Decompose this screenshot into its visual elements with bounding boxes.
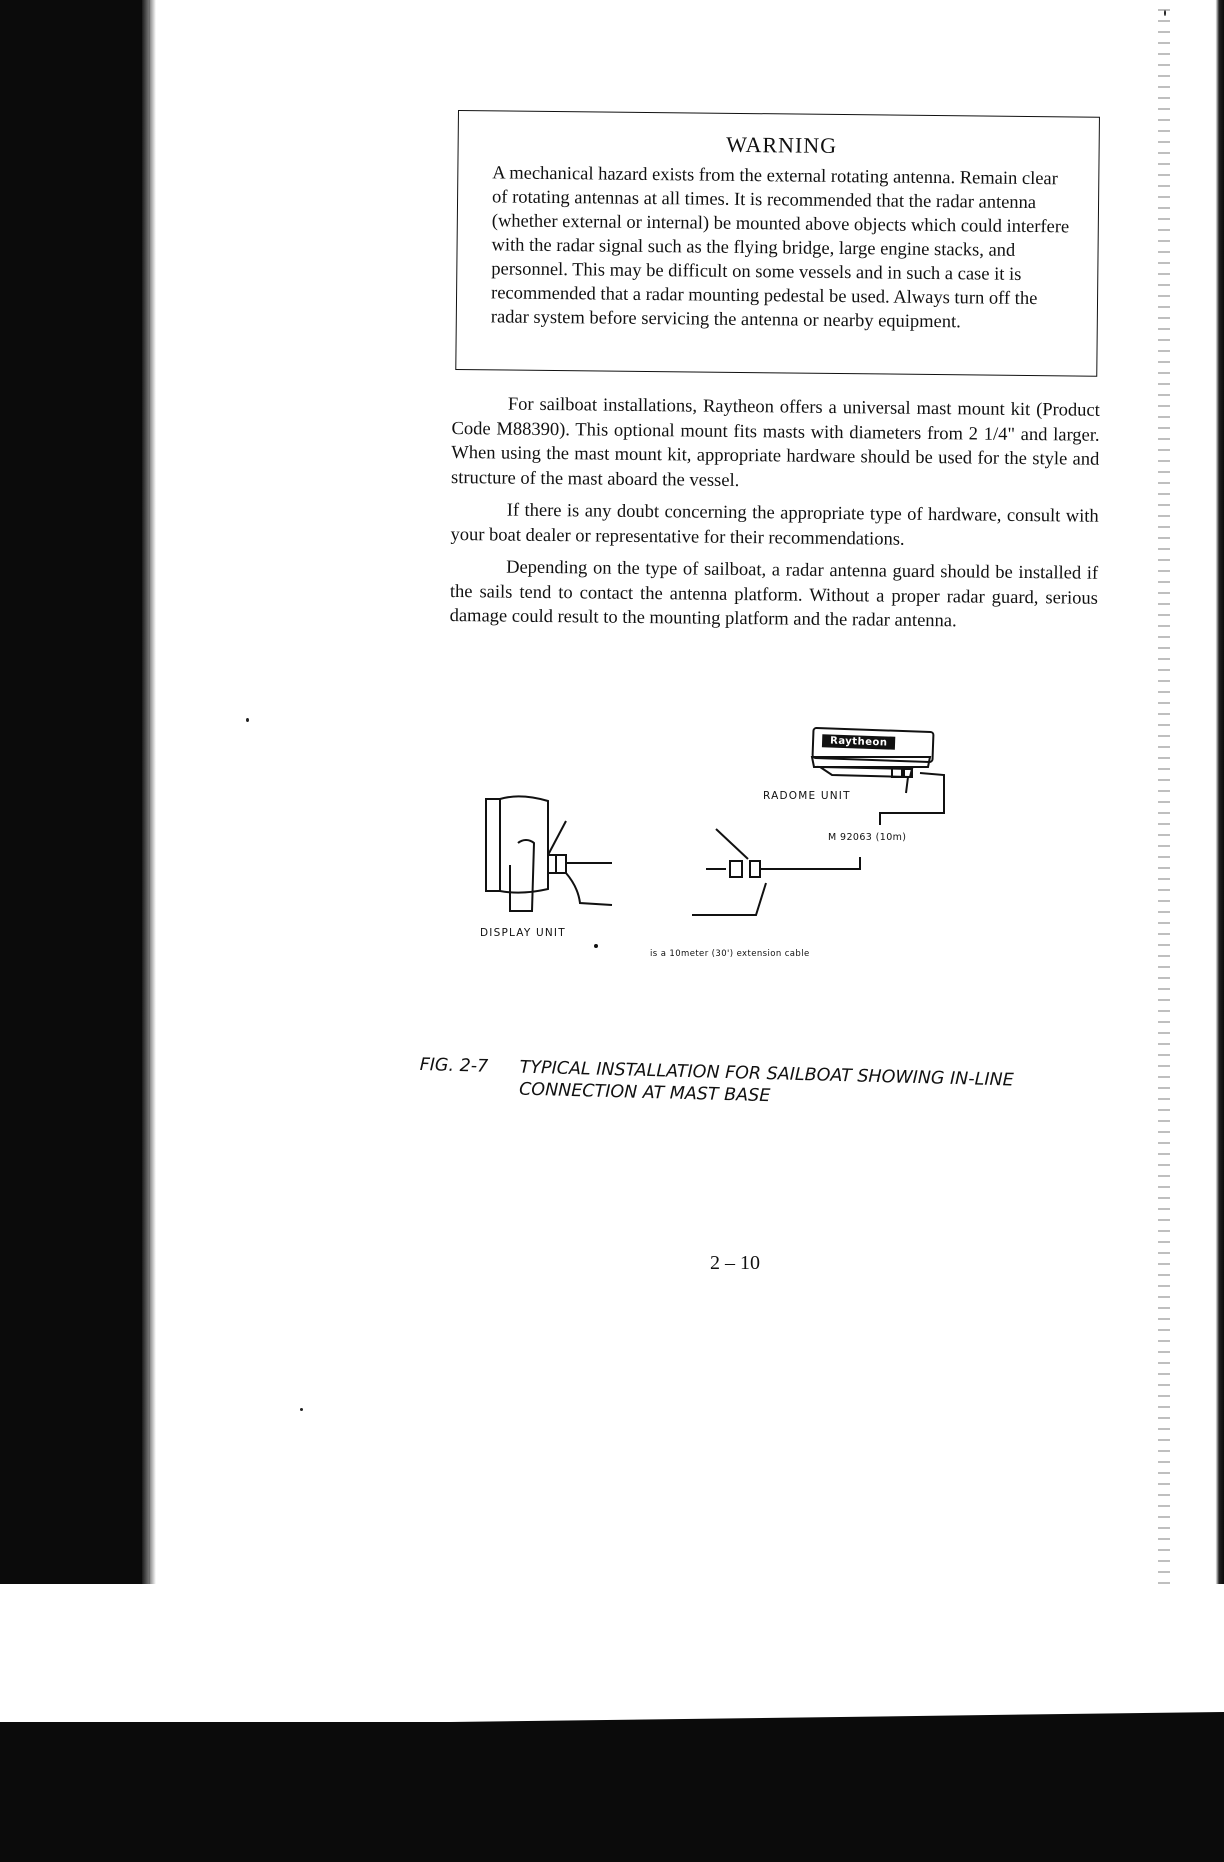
scan-speck <box>246 718 249 722</box>
paragraph-antenna-guard: Depending on the type of sailboat, a radar antenna guard should be installed if the sails tend to contact the antenna platform. Without a proper radar guard, serious damage could result to the mounting platform and the radar antenna. <box>449 557 1099 632</box>
scan-speck <box>300 1408 303 1411</box>
figure-title: TYPICAL INSTALLATION FOR SAILBOAT SHOWING IN-LINE CONNECTION AT MAST BASE <box>518 1057 1014 1107</box>
cable-note: is a 10meter (30') extension cable <box>650 949 810 959</box>
warning-box <box>455 110 1100 377</box>
scan-bottom-border <box>0 1722 1224 1862</box>
warning-text: A mechanical hazard exists from the external rotating antenna. Remain clear of rotating antennas at all times. It is recommended that the radar antenna (whether external or internal) be mounted above objects which could interfere with the radar signal such as the flying bridge, large engine stacks, and personnel. This may be difficult on some vessels and in such a case it is recommended that a radar mounting pedestal be used. Always turn off the radar system before servicing the antenna or nearby equipment. <box>490 163 1070 333</box>
note-bullet <box>594 944 598 948</box>
radome-cable <box>880 773 944 825</box>
cable-part-label: M 92063 (10m) <box>828 832 907 843</box>
scan-left-border <box>0 0 150 1584</box>
body-text <box>449 392 1100 643</box>
radome-brand-plate <box>811 727 934 763</box>
figure-number: FIG. 2-7 <box>419 1054 489 1077</box>
installation-figure <box>460 715 980 975</box>
radome-unit-label: RADOME UNIT <box>763 790 851 802</box>
page-number: 2 – 10 <box>710 1252 760 1274</box>
display-unit-icon <box>486 796 612 911</box>
figure-caption <box>419 1054 1060 1107</box>
display-unit-label: DISPLAY UNIT <box>480 927 566 939</box>
scan-right-noise <box>1158 0 1170 1584</box>
brand-logo: Raytheon <box>822 734 896 750</box>
paragraph-hardware: If there is any doubt concerning the appropriate type of hardware, consult with your boat dealer or representative for their recommendations. <box>450 500 1099 550</box>
scan-left-shadow <box>142 0 156 1584</box>
warning-title: WARNING <box>726 131 838 158</box>
scan-speck <box>1164 10 1166 16</box>
paragraph-mast-mount: For sailboat installations, Raytheon offers a universal mast mount kit (Product Code M88390). This optional mount fits masts with diameters from 2 1/4" and larger. When using the mast mount kit, appropriate hardware should be used for the style and structure of the mast aboard the vessel. <box>450 394 1100 491</box>
